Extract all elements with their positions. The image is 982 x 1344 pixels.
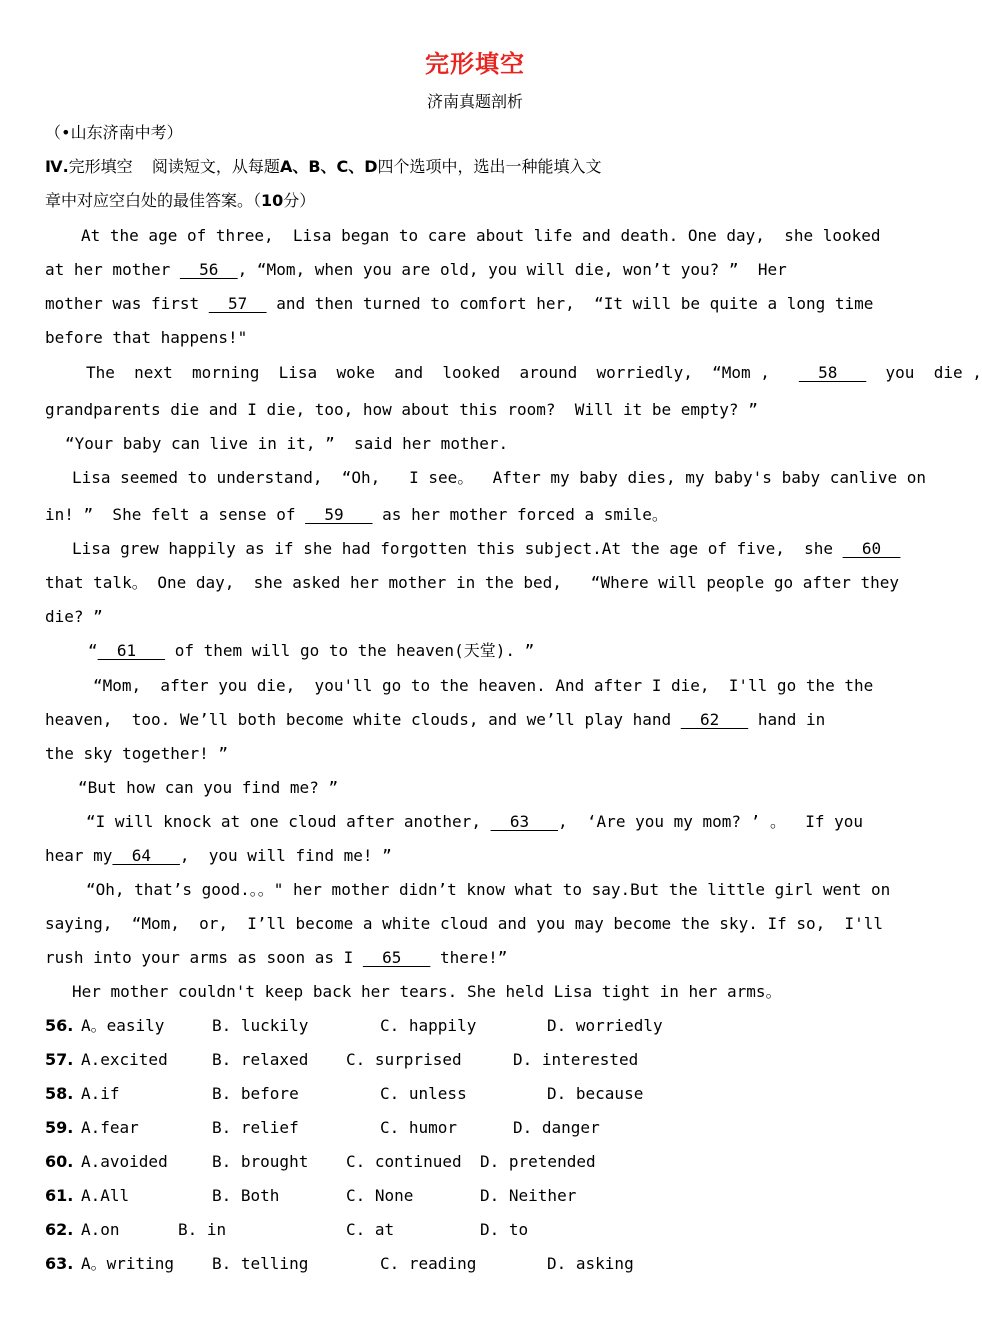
page-title: 完形填空 (425, 50, 525, 78)
passage-line: saying, “Mom, or, I’ll become a white cloud and you may become the sky. If so, I'll (45, 914, 884, 933)
question-number: 59. (45, 1118, 74, 1137)
page-subtitle: 济南真题剖析 (426, 92, 523, 111)
passage-line: the sky together! ” (45, 744, 229, 763)
instruction-score: 10 (261, 191, 284, 210)
option-b: B. luckily (212, 1016, 309, 1035)
question-number: 57. (45, 1050, 74, 1069)
passage-text: there!” (430, 948, 508, 967)
blank-57: 57 (208, 294, 267, 313)
passage-line: before that happens!" (45, 328, 248, 347)
option-b: B. relief (212, 1118, 299, 1137)
blank-65: 65 (362, 948, 431, 967)
option-a: A.if (81, 1084, 120, 1103)
passage-line: Her mother couldn't keep back her tears. She held Lisa tight in her arms。 (72, 982, 782, 1001)
option-a: A.All (81, 1186, 130, 1205)
question-number: 56. (45, 1016, 74, 1035)
instruction-text-1b: 四个选项中，选出一种能填入文 (377, 157, 602, 176)
blank-62: 62 (680, 710, 749, 729)
blank-64: 64 (112, 846, 180, 865)
passage-text: “ (88, 641, 98, 660)
instruction-text-2b: 分） (283, 191, 316, 210)
option-d: D. asking (547, 1254, 634, 1273)
passage-text: rush into your arms as soon as I (45, 948, 363, 967)
passage-text: at her mother (45, 260, 180, 279)
option-a: A.avoided (81, 1152, 168, 1171)
option-a: A.fear (81, 1118, 139, 1137)
option-a: A。easily (81, 1016, 165, 1035)
option-c: C. surprised (346, 1050, 462, 1069)
passage-line (88, 641, 534, 661)
passage-line (45, 260, 787, 280)
blank-56: 56 (179, 260, 238, 279)
passage-line (86, 812, 863, 832)
passage-text: , ‘Are you my mom? ’ 。 If you (558, 812, 864, 831)
option-d: D. worriedly (547, 1016, 663, 1035)
passage-line: Lisa seemed to understand, “Oh, I see。 After my baby dies, my baby's baby canlive on (72, 468, 927, 487)
passage-line: “But how can you find me? ” (78, 778, 339, 797)
passage-line: that talk。 One day, she asked her mother in the bed, “Where will people go after they (45, 573, 900, 592)
passage-line: At the age of three, Lisa began to care about life and death. One day, she looked (81, 226, 881, 245)
source-line: （•山东济南中考） (45, 123, 183, 142)
option-a: A.excited (81, 1050, 168, 1069)
passage-text: of them will go to the heaven(天堂). ” (165, 641, 535, 660)
option-b: B. relaxed (212, 1050, 309, 1069)
passage-text: as her mother forced a smile。 (372, 505, 668, 524)
passage-text: The next morning Lisa woke and looked around worriedly, “Mom , (86, 363, 799, 382)
option-c: C. unless (380, 1084, 467, 1103)
passage-text: and then turned to comfort her, “It will be quite a long time (266, 294, 874, 313)
passage-line (45, 710, 825, 730)
instruction-letters: A、B、C、D (279, 157, 378, 176)
passage-text: , you will find me! ” (179, 846, 392, 865)
passage-text: mother was first (45, 294, 209, 313)
passage-text: in! ” She felt a sense of (45, 505, 306, 524)
passage-line (45, 948, 507, 968)
option-c: C. reading (380, 1254, 477, 1273)
option-c: C. humor (380, 1118, 458, 1137)
question-number: 58. (45, 1084, 74, 1103)
question-number: 62. (45, 1220, 74, 1239)
question-number: 61. (45, 1186, 74, 1205)
option-c: C. None (346, 1186, 414, 1205)
option-b: B. telling (212, 1254, 309, 1273)
passage-line: die? ” (45, 607, 103, 626)
option-a: A.on (81, 1220, 120, 1239)
passage-line (45, 294, 873, 314)
passage-line: “Mom, after you die, you'll go to the heaven. And after I die, I'll go the the (93, 676, 874, 695)
instruction-text-2a: 章中对应空白处的最佳答案。（ (45, 191, 262, 210)
blank-58: 58 (798, 363, 867, 382)
passage-text: hand in (748, 710, 826, 729)
passage-line: “Oh, that’s good.。。" her mother didn’t know what to say.But the little girl went on (86, 880, 891, 899)
passage-text: , “Mom, when you are old, you will die, won’t you? ” Her (237, 260, 787, 279)
passage-text: you die , (866, 363, 982, 382)
option-b: B. Both (212, 1186, 280, 1205)
passage-line (45, 505, 668, 525)
option-c: C. at (346, 1220, 395, 1239)
blank-61: 61 (97, 641, 166, 660)
instruction-line-2 (45, 191, 315, 211)
option-a: A。writing (81, 1254, 175, 1273)
blank-60: 60 (842, 539, 901, 558)
passage-text: hear my (45, 846, 113, 865)
blank-59: 59 (305, 505, 373, 524)
option-d: D. because (547, 1084, 644, 1103)
instruction-label: Ⅳ. (45, 157, 69, 176)
option-d: D. pretended (480, 1152, 596, 1171)
option-d: D. to (480, 1220, 529, 1239)
instruction-text-1a: 完形填空 阅读短文，从每题 (68, 157, 280, 176)
passage-line: “Your baby can live in it, ” said her mother. (65, 434, 509, 453)
passage-text: “I will knock at one cloud after another, (86, 812, 491, 831)
option-b: B. before (212, 1084, 299, 1103)
option-b: B. brought (212, 1152, 309, 1171)
option-b: B. in (178, 1220, 227, 1239)
passage-line (86, 363, 982, 383)
question-number: 60. (45, 1152, 74, 1171)
passage-text: Lisa grew happily as if she had forgotten this subject.At the age of five, she (72, 539, 843, 558)
option-c: C. happily (380, 1016, 477, 1035)
blank-63: 63 (490, 812, 559, 831)
instruction-line-1 (45, 157, 602, 177)
passage-line (72, 539, 900, 559)
option-d: D. Neither (480, 1186, 577, 1205)
passage-text: heaven, too. We’ll both become white clouds, and we’ll play hand (45, 710, 681, 729)
option-c: C. continued (346, 1152, 462, 1171)
passage-line: grandparents die and I die, too, how about this room? Will it be empty? ” (45, 400, 758, 419)
passage-line (45, 846, 392, 866)
option-d: D. interested (513, 1050, 639, 1069)
option-d: D. danger (513, 1118, 600, 1137)
question-number: 63. (45, 1254, 74, 1273)
